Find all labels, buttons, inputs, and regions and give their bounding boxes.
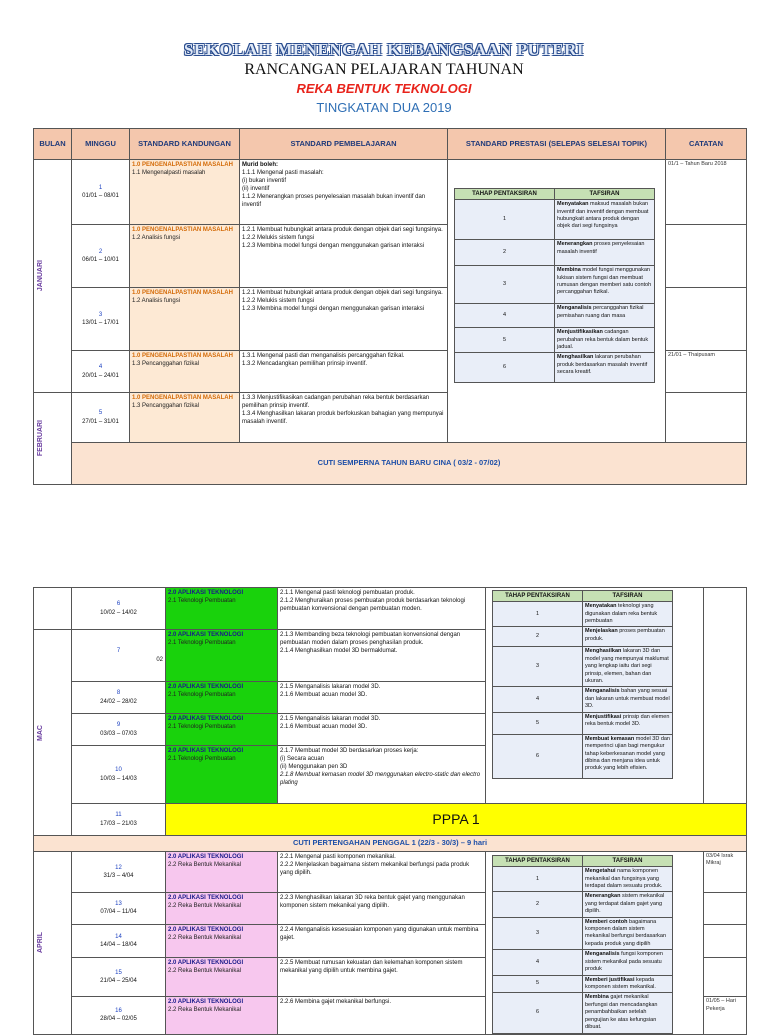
week-cell: 9 03/03 – 07/03 — [72, 714, 166, 746]
catatan-cell: 03/04 Israk Mikraj — [704, 852, 747, 893]
table-row — [34, 804, 747, 836]
sp-cell: 2.2.3 Menghasilkan lakaran 3D reka bentuk gajet yang menggunakan komponen sistem mekanikal yang dipilih. — [278, 892, 486, 925]
sp-cell: 2.1.7 Membuat model 3D berdasarkan proses kerja: (i) Secara acuan (ii) Menggunakan pen 3D 2.1.8 Membuat kemasan model 3D menggunakan electro-static dan electro plating — [278, 746, 486, 804]
sk-cell: 2.0 APLIKASI TEKNOLOGI 2.2 Reka Bentuk Mekanikal — [166, 997, 278, 1034]
prestasi-table: TAHAP PENTAKSIRAN TAFSIRAN 1 Mengetahui nama komponen mekanikal dan fungsinya yang terdapat dalam sesuatu produk. 2 Menerangkan sistem mekanikal yang terdapat dalam gajet yang dipilih. 3 Memberi contoh bagaimana komponen dalam sistem mekanikal berfungsi berdasarkan kepada produk yang dipilih 4 Menganalisis fungsi komponen sistem mekanikal pada sesuatu produk 5 Memberi justifikasi kepada komponen sistem mekanikal. 6 Membina gajet mekanikal berfungsi dan mencadangkan penambahbaikan setelah pengujian ke atas kefungsian dibuat. — [492, 855, 673, 1034]
sk-cell: 1.0 PENGENALPASTIAN MASALAH 1.1 Mengenalpasti masalah — [130, 160, 240, 225]
sk-cell: 2.0 APLIKASI TEKNOLOGI 2.1 Teknologi Pembuatan — [166, 746, 278, 804]
catatan-cell — [666, 225, 747, 288]
prestasi-table: TAHAP PENTAKSIRAN TAFSIRAN 1 Menyatakan maksud masalah bukan inventif dan inventif dengan membuat hubungkait antara produk dengan objek dari segi fungsinya 2 Menerangkan proses penyelesaian masalah inventif 3 Membina model fungsi menggunakan lukisan sistem fungsi dan membuat rumusan dengan memberi satu contoh percanggahan fizikal. 4 Menganalisis percanggahan fizikal pemisahan ruang dan masa 5 Menjustifikasikan cadangan perubahan reka bentuk dalam bentuk jadual. 6 Menghasilkan lakaran perubahan produk berdasarkan masalah inventif secara kreatif. — [454, 188, 655, 383]
sk-cell: 2.0 APLIKASI TEKNOLOGI 2.2 Reka Bentuk Mekanikal — [166, 925, 278, 958]
form-title: TINGKATAN DUA 2019 — [316, 100, 452, 115]
week-cell: 8 24/02 – 28/02 — [72, 682, 166, 714]
sp-cell: 1.3.3 Menjustifikasikan cadangan perubahan reka bentuk berdasarkan pemilihan prinsip inventif. 1.3.4 Menghasilkan lakaran produk berfokuskan bahagian yang mempunyai masalah inventif. — [240, 393, 448, 443]
table-row — [34, 588, 747, 630]
catatan-cell: 21/01 – Thaipusam — [666, 351, 747, 393]
sk-cell: 2.0 APLIKASI TEKNOLOGI 2.2 Reka Bentuk Mekanikal — [166, 852, 278, 893]
sk-cell: 1.0 PENGENALPASTIAN MASALAH 1.3 Pencanggahan fizikal — [130, 351, 240, 393]
sp-cell: 2.1.5 Menganalisis lakaran model 3D. 2.1.6 Membuat acuan model 3D. — [278, 714, 486, 746]
sp-cell: 2.1.5 Menganalisis lakaran model 3D. 2.1.6 Membuat acuan model 3D. — [278, 682, 486, 714]
sp-cell: 1.2.1 Membuat hubungkait antara produk dengan objek dari segi fungsinya. 1.2.2 Melukis sistem fungsi 1.2.3 Membina model fungsi dengan menggunakan garisan interaksi — [240, 288, 448, 351]
week-cell: 4 20/01 – 24/01 — [72, 351, 130, 393]
header-row — [34, 129, 747, 160]
sk-cell: 2.0 APLIKASI TEKNOLOGI 2.1 Teknologi Pembuatan — [166, 714, 278, 746]
month-cell — [34, 630, 72, 836]
sp-cell: 2.2.1 Mengenal pasti komponen mekanikal. 2.2.2 Menjelaskan bagaimana sistem mekanikal berfungsi pada produk yang dipilih. — [278, 852, 486, 893]
document-title: RANCANGAN PELAJARAN TAHUNAN — [244, 61, 524, 78]
sk-cell: 2.0 APLIKASI TEKNOLOGI 2.2 Reka Bentuk Mekanikal — [166, 892, 278, 925]
prestasi-table: TAHAP PENTAKSIRAN TAFSIRAN 1 Menyatakan teknologi yang digunakan dalam reka bentuk pembuatan 2 Menjelaskan proses pembuatan produk. 3 Menghasilkan lakaran 3D dan model yang mempunyai maklumat yang lengkap iaitu dari segi prinsip, elemen, bahan dan ukuran. 4 Menganalisis bahan yang sesuai dan lakaran untuk membuat model 3D. 5 Menjustifikasi prinsip dan elemen reka bentuk model 3D. 6 Membuat kemasan model 3D dan memperinci ujian bagi mengukur tahap keberkesanan model yang dibina dan menjana idea untuk produk yang lebih efisien. — [492, 590, 673, 779]
col-spr: STANDARD PRESTASI (SELEPAS SELESAI TOPIK) — [448, 129, 666, 160]
cuti-row — [34, 443, 747, 485]
month-label: APRIL — [37, 932, 44, 954]
catatan-cell: 01/1 – Tahun Baru 2018 — [666, 160, 747, 225]
sp-cell: 2.2.4 Menganalisis kesesuaian komponen yang digunakan untuk membina gajet. — [278, 925, 486, 958]
sp-cell: 2.2.5 Membuat rumusan kekuatan dan kelemahan komponen sistem mekanikal yang dipilih untuk membina gajet. — [278, 957, 486, 997]
col-sk: STANDARD KANDUNGAN — [130, 129, 240, 160]
col-bulan: BULAN — [34, 129, 72, 160]
sk-cell: 2.0 APLIKASI TEKNOLOGI 2.1 Teknologi Pembuatan — [166, 630, 278, 682]
month-cell — [34, 160, 72, 393]
catatan-cell — [704, 588, 747, 804]
sk-cell: 1.0 PENGENALPASTIAN MASALAH 1.2 Analisis fungsi — [130, 288, 240, 351]
sp-cell: Murid boleh: 1.1.1 Mengenal pasti masalah: (i) bukan inventif (ii) inventif 1.1.2 Menerangkan proses penyelesaian masalah bukan inventif dan inventif — [240, 160, 448, 225]
sp-cell: 2.1.1 Mengenal pasti teknologi pembuatan produk. 2.1.2 Menghuraikan proses pembuatan produk berdasarkan teknologi pembuatan konvensional dengan pembuatan moden. — [278, 588, 486, 630]
sk-cell: 1.0 PENGENALPASTIAN MASALAH 1.2 Analisis fungsi — [130, 225, 240, 288]
week-cell: 7 02 — [72, 630, 166, 682]
catatan-cell — [666, 288, 747, 351]
table-row — [34, 852, 747, 893]
col-minggu: MINGGU — [72, 129, 130, 160]
table-row — [34, 160, 747, 225]
week-cell: 10 10/03 – 14/03 — [72, 746, 166, 804]
week-cell: 15 21/04 – 25/04 — [72, 957, 166, 997]
week-cell: 11 17/03 – 21/03 — [72, 804, 166, 836]
sp-cell: 1.3.1 Mengenal pasti dan menganalisis percanggahan fizikal. 1.3.2 Mencadangkan pemilihan prinsip inventif. — [240, 351, 448, 393]
subject-title: REKA BENTUK TEKNOLOGI — [296, 81, 472, 96]
plan-table-1 — [33, 128, 747, 485]
week-cell: 16 28/04 – 02/05 — [72, 997, 166, 1034]
sp-cell: 1.2.1 Membuat hubungkait antara produk dengan objek dari segi fungsinya. 1.2.2 Melukis sistem fungsi 1.2.3 Membina model fungsi dengan menggunakan garisan interaksi — [240, 225, 448, 288]
catatan-cell — [704, 892, 747, 925]
sk-cell: 1.0 PENGENALPASTIAN MASALAH 1.3 Pencanggahan fizikal — [130, 393, 240, 443]
month-cell — [34, 393, 72, 485]
week-cell: 12 31/3 – 4/04 — [72, 852, 166, 893]
sp-cell: 2.1.3 Membanding beza teknologi pembuatan konvensional dengan pembuatan moden dalam proses penghasilan produk. 2.1.4 Menghasilkan model 3D bermaklumat. — [278, 630, 486, 682]
catatan-cell: 01/05 – Hari Pekerja — [704, 997, 747, 1034]
sk-cell: 2.0 APLIKASI TEKNOLOGI 2.1 Teknologi Pembuatan — [166, 682, 278, 714]
cuti-row — [34, 836, 747, 852]
month-label: FEBRUARI — [37, 420, 44, 457]
prestasi-cell — [486, 588, 704, 804]
week-cell: 6 10/02 – 14/02 — [72, 588, 166, 630]
school-name: SEKOLAH MENENGAH KEBANGSAAN PUTERI — [183, 40, 585, 59]
month-label: MAC — [37, 724, 44, 741]
exam-banner: PPPA 1 — [166, 804, 747, 836]
week-cell: 13 07/04 – 11/04 — [72, 892, 166, 925]
catatan-cell — [704, 957, 747, 997]
week-cell: 1 01/01 – 08/01 — [72, 160, 130, 225]
sp-cell: 2.2.6 Membina gajet mekanikal berfungsi. — [278, 997, 486, 1034]
month-label: JANUARI — [37, 260, 44, 292]
week-cell: 5 27/01 – 31/01 — [72, 393, 130, 443]
week-cell: 3 13/01 – 17/01 — [72, 288, 130, 351]
catatan-cell — [666, 393, 747, 443]
prestasi-cell — [486, 852, 704, 1035]
week-cell: 14 14/04 – 18/04 — [72, 925, 166, 958]
catatan-cell — [704, 925, 747, 958]
holiday-banner: CUTI PERTENGAHAN PENGGAL 1 (22/3 - 30/3) – 9 hari — [34, 836, 747, 852]
month-cell — [34, 852, 72, 1035]
col-sp: STANDARD PEMBELAJARAN — [240, 129, 448, 160]
col-catatan: CATATAN — [666, 129, 747, 160]
plan-table-2 — [33, 587, 747, 1035]
prestasi-cell — [448, 160, 666, 443]
holiday-banner: CUTI SEMPERNA TAHUN BARU CINA ( 03/2 - 07/02) — [72, 443, 747, 485]
month-cell — [34, 588, 72, 630]
sk-cell: 2.0 APLIKASI TEKNOLOGI 2.2 Reka Bentuk Mekanikal — [166, 957, 278, 997]
week-cell: 2 06/01 – 10/01 — [72, 225, 130, 288]
sk-cell: 2.0 APLIKASI TEKNOLOGI 2.1 Teknologi Pembuatan — [166, 588, 278, 630]
